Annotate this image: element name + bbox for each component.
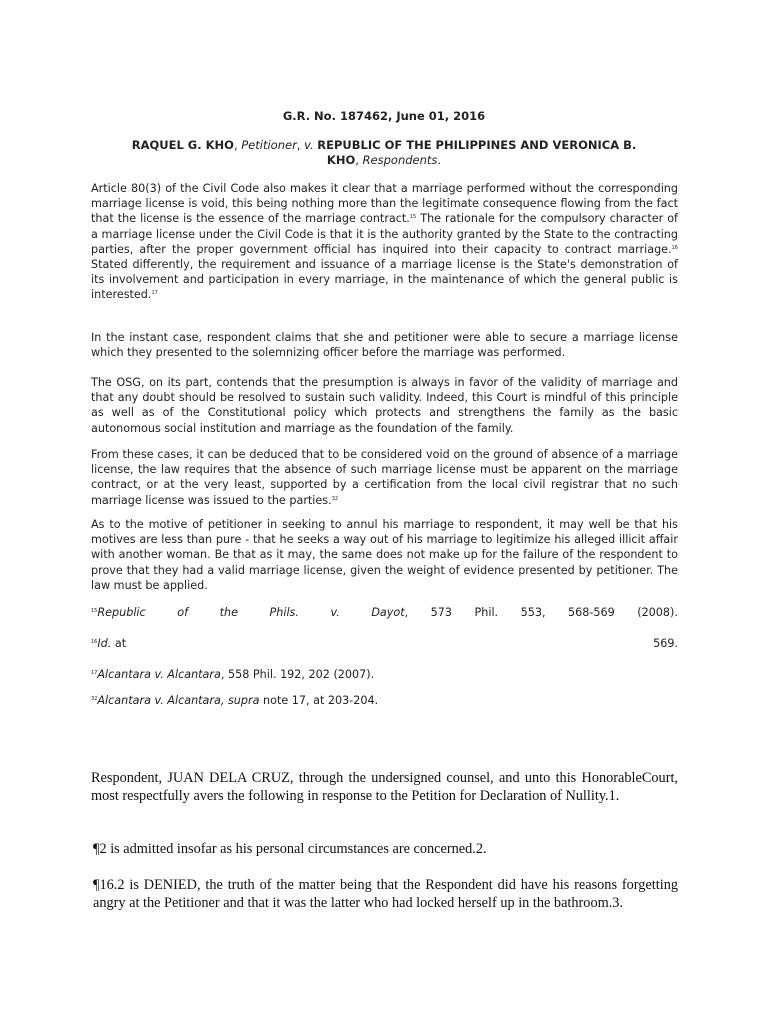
footnote-cite: Phil. [474, 606, 499, 619]
response-paragraph-2: ¶2 is admitted insofar as his personal circumstances are concerned.2. [93, 841, 487, 857]
case-number: G.R. No. 187462, June 01, 2016 [282, 109, 486, 123]
paragraph-article-80 [91, 181, 678, 303]
footnote-case-title: Id. [97, 637, 112, 650]
footnote-number: 15 [91, 608, 98, 614]
paragraph-text: Article 80(3) of the Civil Code also makes it clear that a marriage performed without the corresponding marriage license is void, this being nothing more than the legitimate consequence flowing from the fact that the license is the essence of the marriage contract. [91, 182, 678, 226]
footnote-ref: 17 [151, 290, 158, 297]
footnote-case-title: Alcantara v. Alcantara, supra [97, 694, 260, 707]
paragraph-text: From these cases, it can be deduced that to be considered void on the ground of absence of a marriage license, the law requires that the absence of such marriage license must be apparent on the marriage contract, or at the very least, supported by a certification from the local civil registrar that no such marriage license was issued to the parties. [91, 448, 678, 507]
petitioner-role: Petitioner [241, 138, 297, 152]
footnote-15: $^{15}$Republic of the Phils. v. Dayot, 573 Phil. 553, 568-569 (2008). [91, 606, 678, 619]
footnote-cite: 553, [520, 606, 546, 619]
footnote-number: 16 [91, 639, 98, 645]
footnote-case-title: Republic of the Phils. v. Dayot [97, 606, 405, 619]
footnote-16 [91, 636, 678, 651]
footnote-ref: 32 [331, 495, 339, 502]
respondent-name-line1: REPUBLIC OF THE PHILIPPINES AND VERONICA B. [317, 138, 637, 152]
respondent-name-line2: KHO [326, 153, 356, 167]
footnote-case-title: Alcantara v. Alcantara [97, 668, 221, 681]
footnote-cite: (2008). [637, 606, 678, 619]
response-paragraph-16-2: ¶16.2 is DENIED, the truth of the matter being that the Respondent did have his reasons forgetting angry at the Petitioner and that it was the latter who had locked herself up in the bathroom.3. [93, 877, 678, 911]
paragraph-motive: As to the motive of petitioner in seeking to annul his marriage to respondent, it may well be that his motives are less than pure - that he seeks a way out of his marriage to legitimize his alleged illicit affair with another woman. Be that as it may, the same does not make up for the failure of the respondent to prove that they had a valid marriage license, given the weight of evidence presented by petitioner. The law must be applied. [91, 518, 678, 592]
footnote-ref: 16 [671, 244, 678, 251]
petitioner-name: RAQUEL G. KHO [131, 138, 234, 152]
footnote-cite: 569. [653, 637, 678, 650]
footnote-number: 32 [91, 696, 98, 702]
paragraph-from-these-cases [91, 447, 678, 508]
case-parties: RAQUEL G. KHO, Petitioner, v. REPUBLIC OF THE PHILIPPINES AND VERONICA B. KHO, Respondents. [131, 138, 637, 167]
paragraph-instant-case: In the instant case, respondent claims that she and petitioner were able to secure a marriage license which they presented to the solemnizing officer before the marriage was performed. [91, 331, 678, 360]
paragraph-osg: The OSG, on its part, contends that the presumption is always in favor of the validity of marriage and that any doubt should be resolved to sustain such validity. Indeed, this Court is mindful of this principle as well as of the Constitutional policy which protects and strengthens the family as the basic autonomous social institution and marriage as the foundation of the family. [91, 376, 678, 435]
versus: v. [304, 138, 314, 152]
respondent-role: Respondents [362, 153, 438, 167]
footnote-cite: note 17, at 203-204. [259, 694, 379, 707]
response-intro: Respondent, JUAN DELA CRUZ, through the undersigned counsel, and unto this HonorableCourt, most respectfully avers the following in response to the Petition for Declaration of Nullity.1. [91, 770, 678, 804]
footnote-number: 17 [91, 670, 98, 676]
footnote-cite: 573 [430, 606, 453, 619]
footnote-17 [91, 667, 678, 682]
footnote-32 [91, 693, 678, 708]
footnote-cite: at [114, 637, 127, 650]
paragraph-text: Stated differently, the requirement and issuance of a marriage license is the State's demonstration of its involvement and participation in every marriage, in the maintenance of which the general public is interested. [91, 258, 678, 302]
footnote-cite: , 558 Phil. 192, 202 (2007). [220, 668, 375, 681]
footnote-ref: 15 [409, 214, 417, 221]
footnote-cite: 568-569 [567, 606, 615, 619]
paragraph-text: The rationale for the compulsory character of a marriage license under the Civil Code is that it is the authority granted by the State to the contracting parties, after the proper government official has inquired into their capacity to contract marriage. [91, 212, 678, 256]
